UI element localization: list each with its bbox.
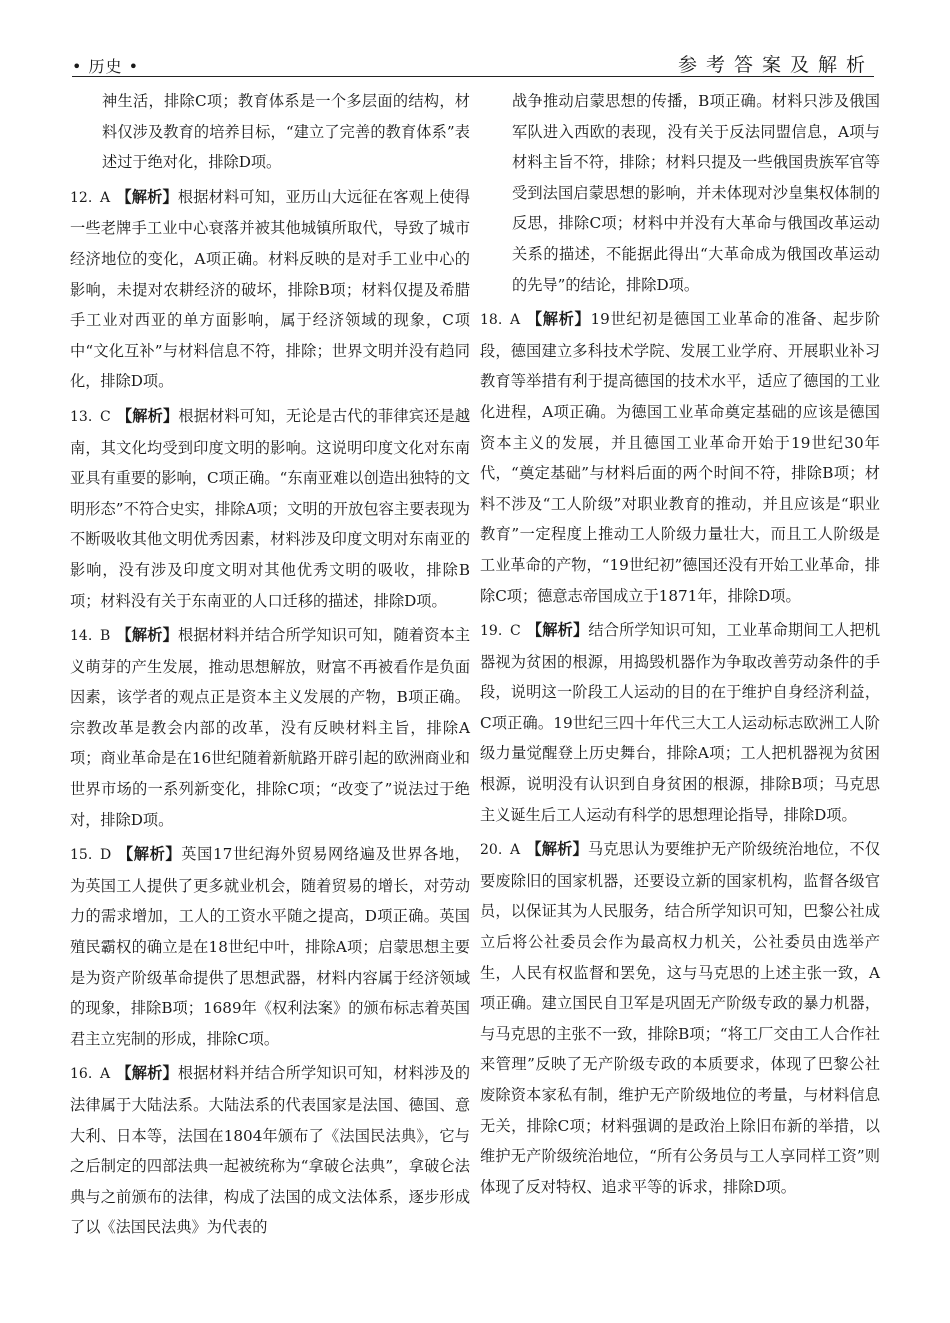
entry-tag: 【解析】 bbox=[116, 626, 179, 645]
left-column bbox=[70, 86, 470, 1247]
entry-answer: A bbox=[510, 312, 521, 329]
answer-entry-12 bbox=[70, 182, 470, 397]
entry-tag: 【解析】 bbox=[117, 845, 182, 864]
entry-answer: C bbox=[510, 623, 521, 640]
entry-number: 20. bbox=[480, 842, 503, 859]
entry-text: 根据材料可知，无论是古代的菲律宾还是越南，其文化均受到印度文明的影响。这说明印度文化对东南亚具有重要的影响，C项正确。“东南亚难以创造出独特的文明形态”不符合史实，排除A项；文明的开放包容主要表现为不断吸收其他文明优秀因素，材料涉及印度文明对东南亚的影响，没有涉及印度文明对其他优秀文明的吸收，排除B项；材料没有关于东南亚的人口迁移的描述，排除D项。 bbox=[70, 406, 471, 610]
entry-answer: A bbox=[100, 189, 111, 206]
right-column bbox=[480, 86, 880, 1206]
entry-number: 15. bbox=[70, 847, 93, 864]
answer-entry-19 bbox=[480, 615, 880, 830]
entry-number: 18. bbox=[480, 312, 503, 329]
entry-number: 14. bbox=[70, 628, 93, 645]
entry-number: 16. bbox=[70, 1066, 93, 1083]
entry-number: 13. bbox=[70, 408, 93, 425]
entry-tag: 【解析】 bbox=[526, 310, 591, 329]
entry-text: 根据材料并结合所学知识可知，随着资本主义萌芽的产生发展，推动思想解放，财富不再被看作是负面因素，该学者的观点正是资本主义发展的产物，B项正确。宗教改革是教会内部的改革，没有反映材料主旨，排除A项；商业革命是在16世纪随着新航路开辟引起的欧洲商业和世界市场的一系列新变化，排除C项；“改变了”说法过于绝对，排除D项。 bbox=[70, 626, 471, 829]
answer-entry-13 bbox=[70, 401, 470, 616]
answer-entry-18 bbox=[480, 304, 880, 611]
entry-tag: 【解析】 bbox=[526, 621, 589, 640]
entry-number: 12. bbox=[70, 189, 93, 206]
entry-tag: 【解析】 bbox=[526, 840, 588, 859]
page-title: 参考答案及解析 bbox=[677, 54, 874, 76]
entry-answer: B bbox=[100, 628, 111, 645]
continuation-text: 神生活，排除C项；教育体系是一个多层面的结构，材料仅涉及教育的培养目标，“建立了完善的教育体系”表述过于绝对化，排除D项。 bbox=[102, 92, 470, 172]
entry-number: 19. bbox=[480, 623, 503, 640]
entry-text: 根据材料可知，亚历山大远征在客观上使得一些老牌手工业中心衰落并被其他城镇所取代，导致了城市经济地位的变化，A项正确。材料反映的是对手工业中心的影响，未提对农耕经济的破坏，排除B项；材料仅提及希腊手工业对西亚的单方面影响，属于经济领域的现象，C项中“文化互补”与材料信息不符，排除；世界文明并没有趋同化，排除D项。 bbox=[70, 187, 471, 391]
entry-tag: 【解析】 bbox=[116, 1064, 178, 1083]
page-header bbox=[72, 50, 874, 77]
answer-entry-14 bbox=[70, 620, 470, 835]
entry-answer: A bbox=[100, 1066, 111, 1083]
entry-text: 结合所学知识可知，工业革命期间工人把机器视为贫困的根源，用捣毁机器作为争取改善劳动条件的手段，说明这一阶段工人运动的目的在于维护自身经济利益，C项正确。19世纪三四十年代三大工人运动标志欧洲工人阶级力量觉醒登上历史舞台，排除A项；工人把机器视为贫困根源，说明没有认识到自身贫困的根源，排除B项；马克思主义诞生后工人运动有科学的思想理论指导，排除D项。 bbox=[480, 621, 881, 824]
answer-entry-16 bbox=[70, 1058, 470, 1243]
entry-text: 英国17世纪海外贸易网络遍及世界各地，为英国工人提供了更多就业机会，随着贸易的增长，对劳动力的需求增加，工人的工资水平随之提高，D项正确。英国殖民霸权的确立是在18世纪中叶，排除A项；启蒙思想主要是为资产阶级革命提供了思想武器，材料内容属于经济领域的现象，排除B项；1689年《权利法案》的颁布标志着英国君主立宪制的形成，排除C项。 bbox=[70, 845, 470, 1048]
answer-entry-20 bbox=[480, 834, 880, 1202]
entry-answer: D bbox=[100, 847, 112, 864]
continuation-text: 战争推动启蒙思想的传播，B项正确。材料只涉及俄国军队进入西欧的表现，没有关于反法同盟信息，A项与材料主旨不符，排除；材料只提及一些俄国贵族军官等受到法国启蒙思想的影响，并未体现对沙皇集权体制的反思，排除C项；材料中并没有大革命与俄国改革运动关系的描述，不能据此得出“大革命成为俄国改革运动的先导”的结论，排除D项。 bbox=[512, 92, 880, 294]
entry-tag: 【解析】 bbox=[116, 406, 179, 425]
entry-text: 根据材料并结合所学知识可知，材料涉及的法律属于大陆法系。大陆法系的代表国家是法国、德国、意大利、日本等，法国在1804年颁布了《法国民法典》，它与之后制定的四部法典一起被统称为“拿破仑法典”，拿破仑法典与之前颁布的法律，构成了法国的成文法体系，逐步形成了以《法国民法典》为代表的 bbox=[70, 1064, 471, 1237]
entry-text: 19世纪初是德国工业革命的准备、起步阶段，德国建立多科技术学院、发展工业学府、开展职业补习教育等举措有利于提高德国的技术水平，适应了德国的工业化进程，A项正确。为德国工业革命奠定基础的应该是德国资本主义的发展，并且德国工业革命开始于19世纪30年代，“奠定基础”与材料后面的两个时间不符，排除B项；材料不涉及“工人阶级”对职业教育的推动，并且应该是“职业教育”一定程度上推动工人阶级力量壮大，而且工人阶级是工业革命的产物，“19世纪初”德国还没有开始工业革命，排除C项；德意志帝国成立于1871年，排除D项。 bbox=[480, 310, 881, 605]
entry-answer: C bbox=[100, 408, 111, 425]
answer-entry-15 bbox=[70, 839, 470, 1054]
entry-tag: 【解析】 bbox=[116, 187, 178, 206]
subject-label: • 历史 • bbox=[72, 57, 140, 76]
entry-text: 马克思认为要维护无产阶级统治地位，不仅要废除旧的国家机器，还要设立新的国家机构，监督各级官员，以保证其为人民服务，结合所学知识可知，巴黎公社成立后将公社委员会作为最高权力机关，公社委员由选举产生，人民有权监督和罢免，这与马克思的上述主张一致，A项正确。建立国民自卫军是巩固无产阶级专政的暴力机器，与马克思的主张不一致，排除B项；“将工厂交由工人合作社来管理”反映了无产阶级专政的本质要求，体现了巴黎公社废除资本家私有制，维护无产阶级地位的考量，与材料信息无关，排除C项；材料强调的是政治上除旧布新的举措，以维护无产阶级统治地位，“所有公务员与工人享同样工资”则体现了反对特权、追求平等的诉求，排除D项。 bbox=[480, 840, 881, 1196]
entry-answer: A bbox=[510, 842, 521, 859]
